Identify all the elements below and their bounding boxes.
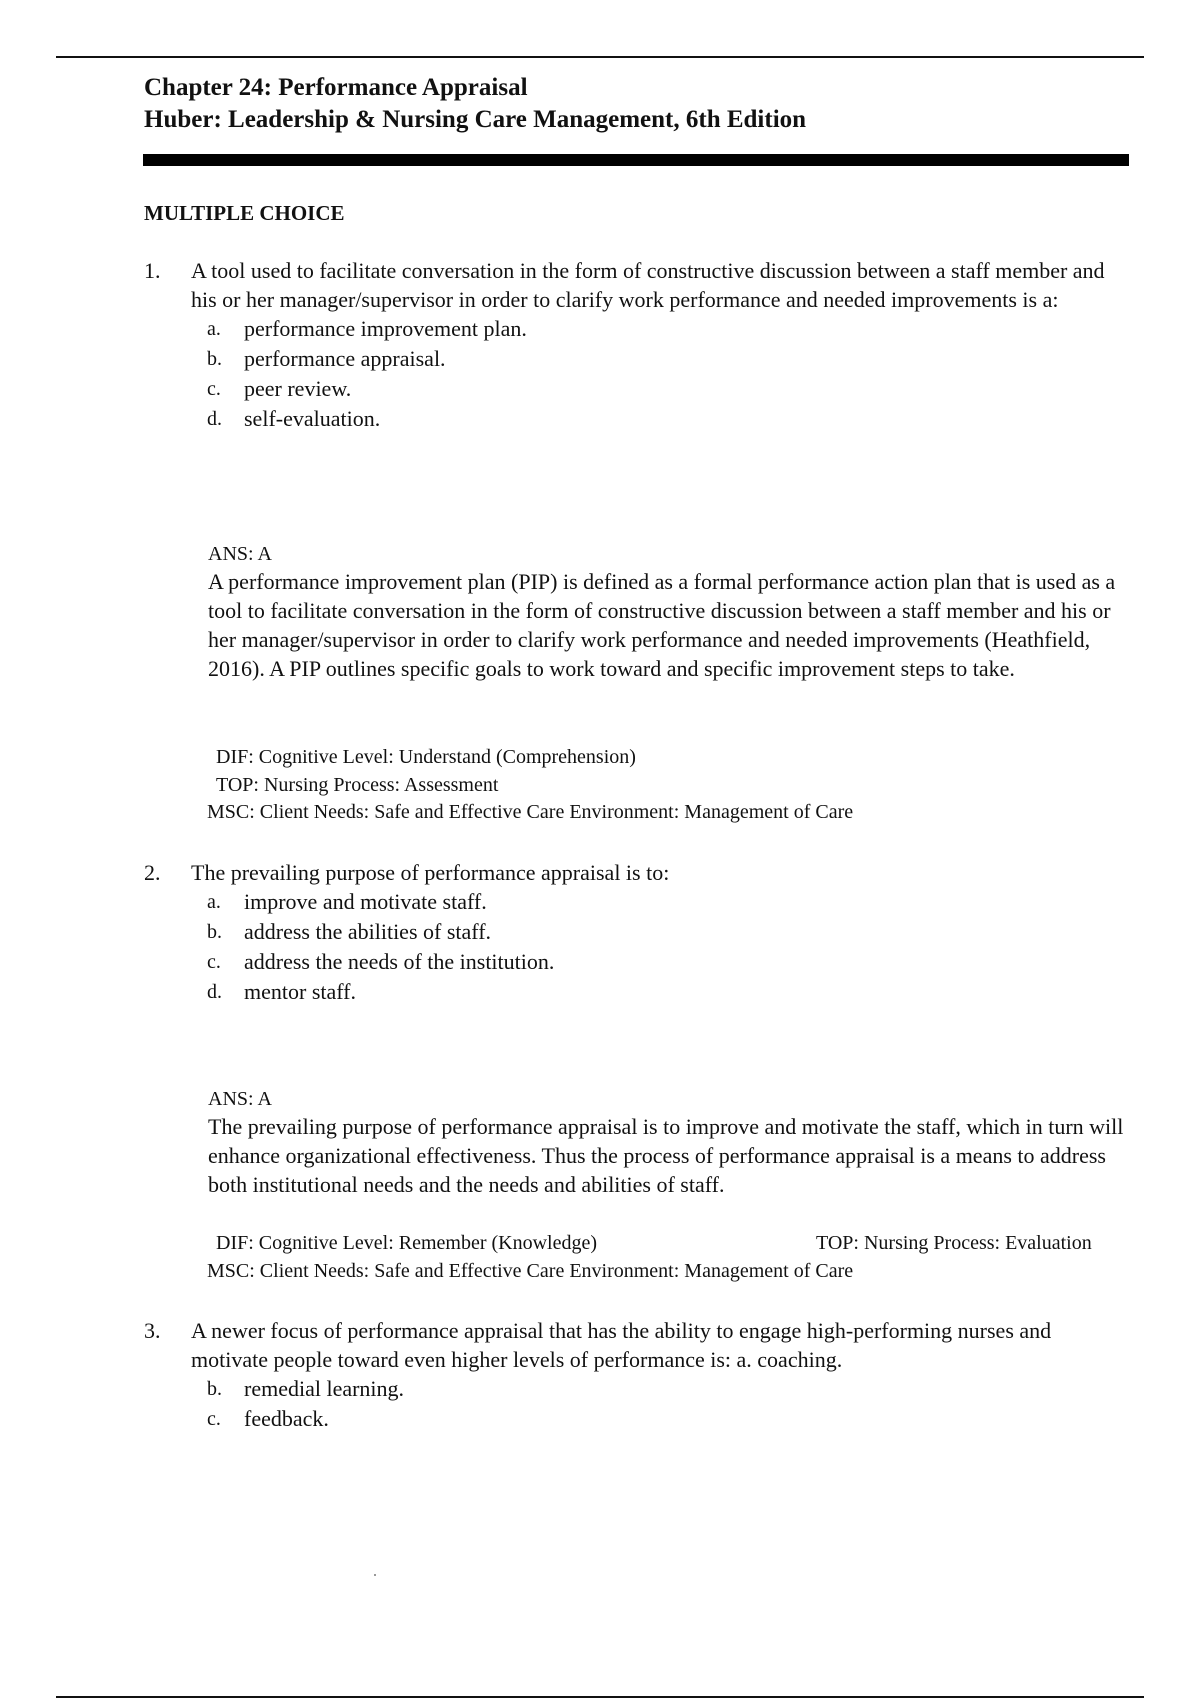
question-stem	[144, 256, 1124, 314]
option-a	[144, 314, 1124, 344]
option-letter: a.	[207, 318, 221, 340]
option-b	[144, 1374, 1124, 1404]
question-2	[144, 858, 1124, 1007]
top-label: TOP: Nursing Process: Assessment	[216, 774, 499, 796]
question-number: 2.	[144, 860, 161, 885]
option-letter: c.	[207, 951, 221, 973]
option-letter: c.	[207, 378, 221, 400]
question-text: A newer focus of performance appraisal that has the ability to engage high-performing nurses and motivate people toward even higher levels of performance is: a. coaching.	[191, 1318, 1052, 1372]
top-label: TOP: Nursing Process: Evaluation	[816, 1232, 1092, 1254]
option-c	[144, 1404, 1124, 1434]
question-3	[144, 1316, 1124, 1434]
question-number: 3.	[144, 1318, 161, 1343]
question-1	[144, 256, 1124, 434]
option-text: peer review.	[244, 376, 352, 401]
option-text: self-evaluation.	[244, 406, 381, 431]
option-list	[144, 887, 1124, 1007]
option-text: remedial learning.	[244, 1376, 405, 1401]
question-text: A tool used to facilitate conversation in the form of constructive discussion between a staff member and his or her manager/supervisor in order to clarify work performance and needed improvements is a:	[191, 258, 1105, 312]
question-stem	[144, 1316, 1124, 1374]
question-number: 1.	[144, 258, 161, 283]
option-letter: d.	[207, 408, 222, 430]
option-d	[144, 977, 1124, 1007]
option-c	[144, 947, 1124, 977]
answer-block-2	[208, 1086, 1128, 1199]
option-text: address the needs of the institution.	[244, 949, 555, 974]
dif-label: DIF: Cognitive Level: Remember (Knowledge)	[216, 1232, 598, 1254]
option-b	[144, 344, 1124, 374]
page-speck	[374, 1574, 376, 1576]
option-list	[144, 1374, 1124, 1434]
header-divider	[143, 154, 1129, 166]
option-text: performance improvement plan.	[244, 316, 527, 341]
option-letter: a.	[207, 891, 221, 913]
rationale-text: A performance improvement plan (PIP) is defined as a formal performance action plan that is used as a tool to facilitate conversation in the form of constructive discussion between a staff member and his or her manager/supervisor in order to clarify work performance and needed improvements (Heathfield, 2016). A PIP outlines specific goals to work toward and specific improvement steps to take.	[208, 569, 1116, 681]
option-list	[144, 314, 1124, 434]
option-text: improve and motivate staff.	[244, 889, 487, 914]
top-rule	[56, 56, 1144, 58]
option-d	[144, 404, 1124, 434]
section-heading: MULTIPLE CHOICE	[144, 201, 345, 225]
msc-label: MSC: Client Needs: Safe and Effective Care Environment: Management of Care	[207, 1260, 854, 1282]
option-letter: b.	[207, 348, 222, 370]
option-text: performance appraisal.	[244, 346, 446, 371]
rationale-text: The prevailing purpose of performance appraisal is to improve and motivate the staff, which in turn will enhance organizational effectiveness. Thus the process of performance appraisal is a means to address both institutional needs and the needs and abilities of staff.	[208, 1114, 1124, 1197]
chapter-header	[144, 72, 1144, 136]
answer-label: ANS: A	[208, 1088, 272, 1110]
chapter-title: Chapter 24: Performance Appraisal	[144, 74, 528, 101]
msc-label: MSC: Client Needs: Safe and Effective Care Environment: Management of Care	[207, 801, 854, 823]
option-letter: b.	[207, 1378, 222, 1400]
option-text: feedback.	[244, 1406, 329, 1431]
answer-label: ANS: A	[208, 543, 272, 565]
answer-block-1	[208, 541, 1128, 683]
question-text: The prevailing purpose of performance appraisal is to:	[191, 860, 670, 885]
question-stem	[144, 858, 1124, 887]
option-letter: c.	[207, 1408, 221, 1430]
option-text: mentor staff.	[244, 979, 357, 1004]
option-c	[144, 374, 1124, 404]
option-letter: b.	[207, 921, 222, 943]
dif-label: DIF: Cognitive Level: Understand (Comprehension)	[216, 746, 636, 768]
option-text: address the abilities of staff.	[244, 919, 492, 944]
option-letter: d.	[207, 981, 222, 1003]
book-title: Huber: Leadership & Nursing Care Management, 6th Edition	[144, 106, 807, 133]
option-b	[144, 917, 1124, 947]
bottom-rule	[56, 1696, 1144, 1698]
option-a	[144, 887, 1124, 917]
